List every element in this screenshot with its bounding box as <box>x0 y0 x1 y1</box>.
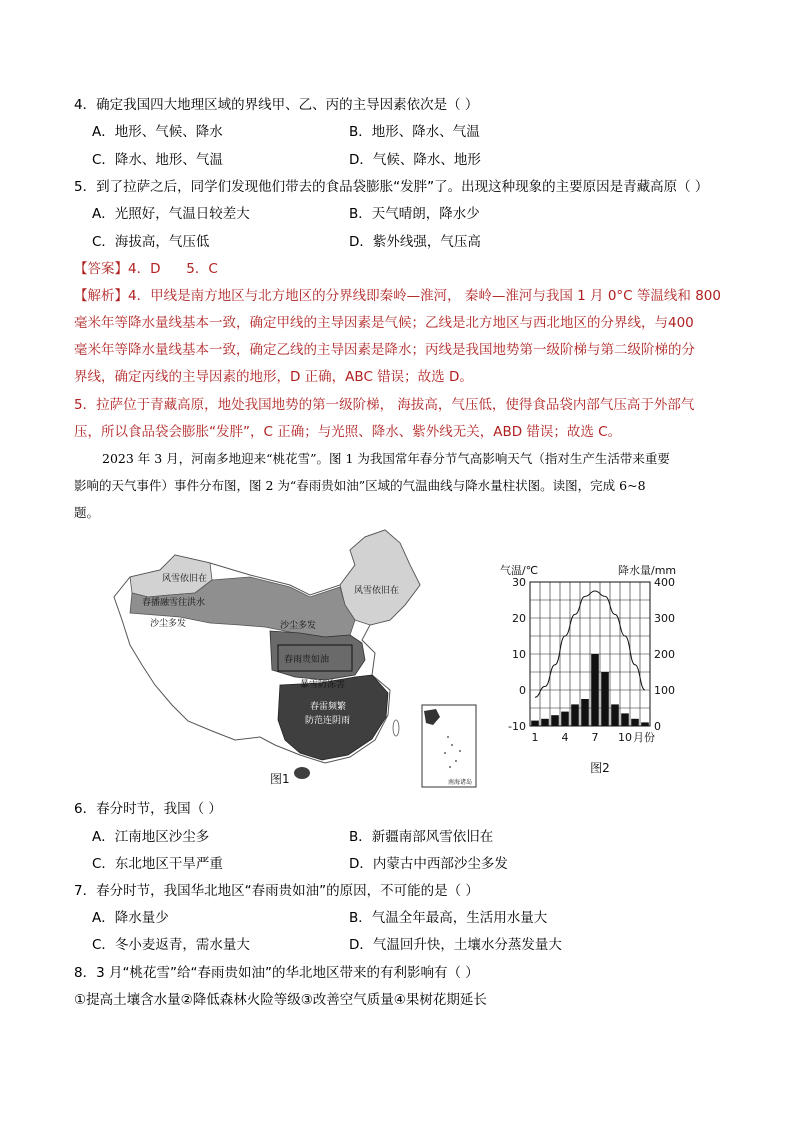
month-tick-label: 7 <box>591 731 599 744</box>
q6-option-a: A．江南地区沙尘多 <box>92 829 210 845</box>
analysis-line-6: 压，所以食品袋会膨胀“发胖”，C 正确；与光照、降水、紫外线无关，ABD 错误；故选 C。 <box>74 424 622 440</box>
q6-option-b: B．新疆南部风雪依旧在 <box>349 829 494 845</box>
analysis-line-4: 界线，确定丙线的主导因素的地形，D 正确，ABC 错误；故选 D。 <box>74 369 473 385</box>
q5-option-a: A．光照好，气温日较差大 <box>92 206 250 222</box>
figure-1-caption: 图1 <box>270 772 290 786</box>
region-northeast <box>340 530 420 625</box>
map-label-5: 沙尘多发 <box>280 621 317 631</box>
map-label-6: 春雨贵如油 <box>284 655 330 665</box>
analysis-text-1: 4．甲线是南方地区与北方地区的分界线即秦岭—淮河， 秦岭—淮河与我国 1 月 0°C 等温线和 800 <box>128 288 721 304</box>
map-label-3: 沙尘多发 <box>150 619 187 629</box>
left-axis-ticks <box>508 576 526 733</box>
month-tick-label: 10 <box>618 731 632 744</box>
x-axis-unit: 月份 <box>633 731 655 744</box>
analysis-line-5: 5．拉萨位于青藏高原，地处我国地势的第一级阶梯， 海拔高，气压低，使得食品袋内部气压高于外部气 <box>74 397 695 413</box>
q4-option-b: B．地形、降水、气温 <box>349 124 480 140</box>
answer-text: 4．D 5．C <box>128 261 218 277</box>
analysis-line-2: 毫米年等降水量线基本一致，确定甲线的主导因素是气候；乙线是北方地区与西北地区的分界线，与400 <box>74 315 694 331</box>
precipitation-bar <box>611 704 619 726</box>
q4-option-c: C．降水、地形、气温 <box>92 152 223 168</box>
precip-tick-label: 0 <box>654 720 661 733</box>
q4-option-d: D．气候、降水、地形 <box>349 152 481 168</box>
map-label-4: 风雪依旧在 <box>354 586 400 596</box>
taiwan-island <box>393 720 399 736</box>
temp-tick-label: 20 <box>512 612 526 625</box>
precip-tick-label: 300 <box>654 612 675 625</box>
answer-tag: 【答案】 <box>74 261 128 277</box>
temp-tick-label: -10 <box>508 720 526 733</box>
precipitation-bar <box>601 672 609 726</box>
figure-2-caption: 图2 <box>590 761 610 775</box>
q7-option-d: D．气温回升快，土壤水分蒸发量大 <box>349 937 562 953</box>
temp-tick-label: 10 <box>512 648 526 661</box>
answer-line <box>74 260 218 278</box>
figure-2-climate-chart <box>498 556 698 778</box>
analysis-line-3: 毫米年等降水量线基本一致，确定乙线的主导因素是降水；丙线是我国地势第一级阶梯与第二级阶梯的分 <box>74 342 695 358</box>
q7-stem: 7．春分时节，我国华北地区“春雨贵如油”的原因，不可能的是（ ） <box>74 883 479 899</box>
right-axis-ticks <box>654 576 675 733</box>
q4-stem: 4．确定我国四大地理区域的界线甲、乙、丙的主导因素依次是（ ） <box>74 97 479 113</box>
map-label-8: 春雷频繁 <box>310 702 347 712</box>
temp-tick-label: 30 <box>512 576 526 589</box>
month-tick-label: 1 <box>531 731 539 744</box>
q8-stem: 8．3 月“桃花雪”给“春雨贵如油”的华北地区带来的有利影响有（ ） <box>74 965 479 981</box>
q7-option-b: B．气温全年最高，生活用水量大 <box>349 910 548 926</box>
temp-tick-label: 0 <box>519 684 526 697</box>
map-label-9: 防范连阴雨 <box>305 716 351 726</box>
precipitation-bar <box>631 719 639 726</box>
analysis-line-1 <box>74 287 721 305</box>
q8-statements: ①提高土壤含水量②降低森林火险等级③改善空气质量④果树花期延长 <box>74 992 487 1008</box>
map-label-7: 暴雪防冻害 <box>300 680 346 690</box>
q6-option-c: C．东北地区干旱严重 <box>92 856 223 872</box>
precip-tick-label: 400 <box>654 576 675 589</box>
x-axis-ticks <box>532 731 633 744</box>
precipitation-bar <box>561 712 569 726</box>
q4-option-a: A．地形、气候、降水 <box>92 124 223 140</box>
q5-option-c: C．海拔高，气压低 <box>92 234 210 250</box>
hainan-island <box>294 767 310 779</box>
right-axis-title: 降水量/mm <box>618 564 677 577</box>
analysis-tag: 【解析】 <box>74 288 128 304</box>
precip-tick-label: 100 <box>654 684 675 697</box>
q7-option-c: C．冬小麦返青，需水量大 <box>92 937 250 953</box>
precipitation-bar <box>531 721 539 726</box>
month-tick-label: 4 <box>561 731 569 744</box>
left-axis-title: 气温/℃ <box>500 564 539 577</box>
precipitation-bar <box>551 715 559 726</box>
intro-line-2: 影响的天气事件）事件分布图，图 2 为“春雨贵如油”区域的气温曲线与降水量柱状图。读图，完成 6~8 <box>74 478 646 493</box>
precipitation-bar <box>591 654 599 726</box>
q5-option-b: B．天气晴朗，降水少 <box>349 206 480 222</box>
map-label-1: 风雪依旧在 <box>162 574 208 584</box>
chart-grid <box>530 582 650 726</box>
map-label-2: 春播融雪往洪水 <box>142 598 206 608</box>
q5-stem: 5．到了拉萨之后，同学们发现他们带去的食品袋膨胀“发胖”了。出现这种现象的主要原因是青藏高原（ ） <box>74 179 709 195</box>
precipitation-bar <box>541 719 549 726</box>
q6-stem: 6．春分时节，我国（ ） <box>74 801 222 817</box>
precip-tick-label: 200 <box>654 648 675 661</box>
intro-line-3: 题。 <box>74 505 100 520</box>
q6-option-d: D．内蒙古中西部沙尘多发 <box>349 856 508 872</box>
intro-line-1: 2023 年 3 月，河南多地迎来“桃花雪”。图 1 为我国常年春分节气高影响天气（指对生产生活带来重要 <box>102 451 670 466</box>
figure-1-map <box>100 525 482 790</box>
precipitation-bar <box>571 704 579 726</box>
precipitation-bar <box>581 699 589 726</box>
precipitation-bar <box>621 713 629 726</box>
q7-option-a: A．降水量少 <box>92 910 169 926</box>
q5-option-d: D．紫外线强，气压高 <box>349 234 481 250</box>
inset-label: 南海诸岛 <box>448 779 473 786</box>
precipitation-bar <box>641 722 649 726</box>
